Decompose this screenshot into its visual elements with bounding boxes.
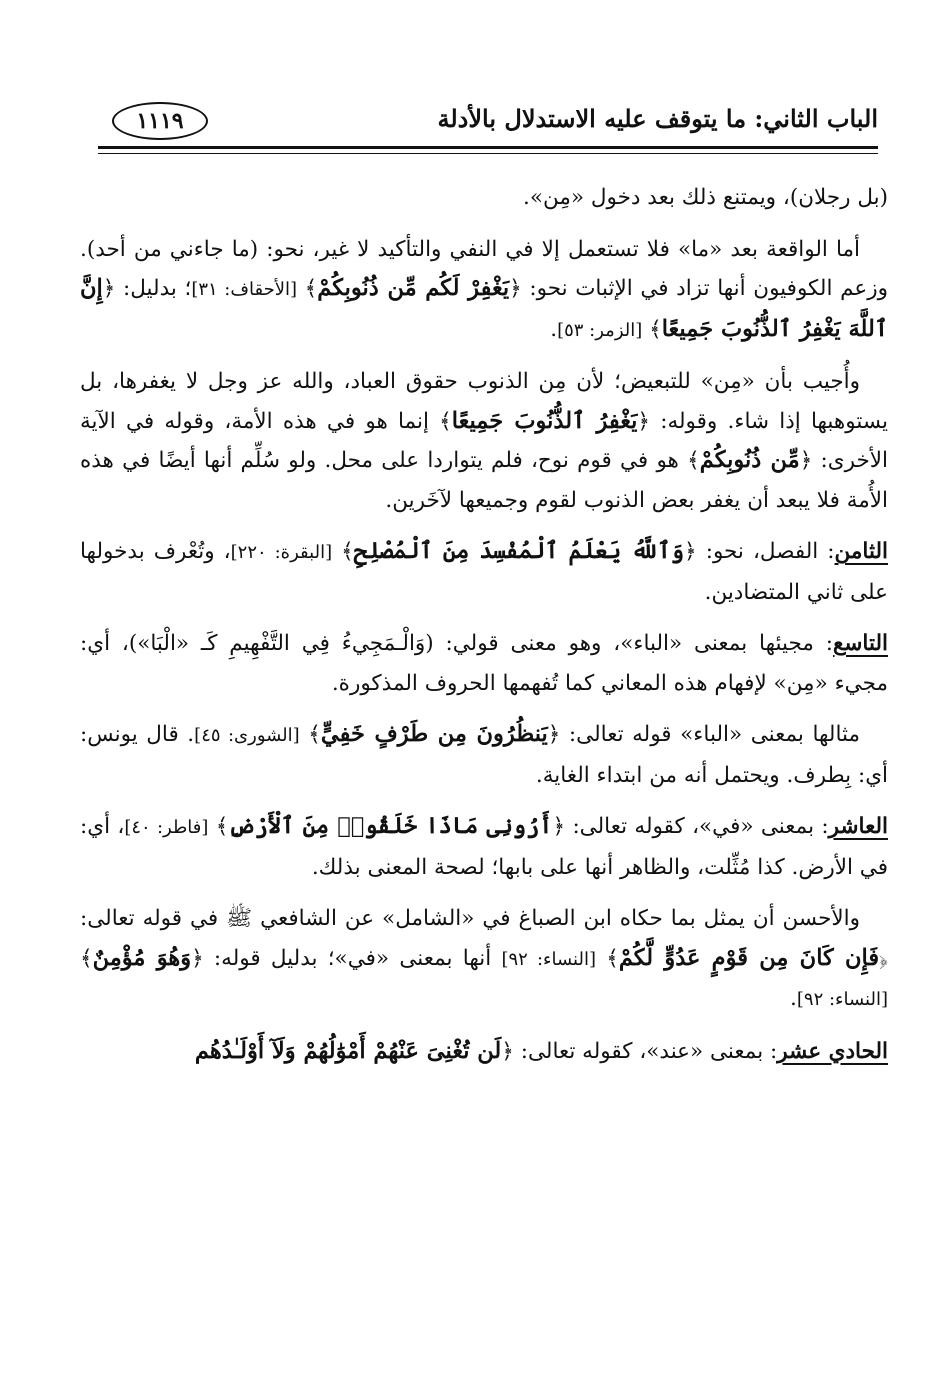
- quran-verse: يَغْفِرُ ٱلذُّنُوبَ جَمِيعًا: [451, 407, 638, 434]
- section-lead: التاسع: [832, 631, 888, 656]
- paragraph: وأُجيب بأن «مِن» للتبعيض؛ لأن مِن الذنوب حقوق العباد، والله عز وجل لا يغفرها، بل يستوهبها إذا شاء. وقوله: ﴿يَغْفِرُ ٱلذُّنُوبَ جَمِيعًا﴾ إنما هو في هذه الأمة، وقوله في الآية الأخرى: ﴿مِّن ذُنُوبِكُمْ﴾ هو في قوم نوح، فلم يتواردا على محل. ولو سُلِّم أنها أيضًا في هذه الأُمة فلا يبعد أن يغفر بعض الذنوب لقوم وجميعها لآخَرين.: [80, 369, 888, 513]
- paragraph: أما الواقعة بعد «ما» فلا تستعمل إلا في النفي والتأكيد لا غير، نحو: (ما جاءني من أحد). وزعم الكوفيون أنها تزاد في الإثبات نحو: ﴿يَغْفِرْ لَكُم مِّن ذُنُوبِكُمْ﴾ [الأحقاف: ٣١]؛ بدليل: ﴿إِنَّ ٱللَّهَ يَغْفِرُ ٱلذُّنُوبَ جَمِيعًا﴾ [الزمر: ٥٣].: [80, 236, 888, 342]
- verse-reference: [الأحقاف: ٣١]: [191, 279, 297, 300]
- quran-verse: إِنَّ ٱللَّهَ يَغْفِرُ ٱلذُّنُوبَ جَمِيعًا: [80, 275, 888, 342]
- paragraph: مثالها بمعنى «الباء» قوله تعالى: ﴿يَنظُرُونَ مِن طَرْفٍ خَفِيٍّ﴾ [الشورى: ٤٥]. قال يونس: أي: بِطرف. ويحتمل أنه من ابتداء الغاية.: [80, 721, 888, 788]
- page-number: ١١١٩: [112, 102, 208, 140]
- chapter-title: الباب الثاني: ما يتوقف عليه الاستدلال بالأدلة: [437, 104, 878, 133]
- quran-verse: مِّن ذُنُوبِكُمْ: [699, 447, 800, 473]
- body-text: [80, 178, 888, 1083]
- verse-reference: [النساء: ٩٢]: [501, 948, 596, 970]
- paragraph: العاشر: بمعنى «في»، كقوله تعالى: ﴿أَرُونِى مَاذَا خَلَقُوا۟ مِنَ ٱلْأَرْضِ﴾ [فاطر: ٤٠]، أي: في الأرض. كذا مُثِّلت، والظاهر أنها على بابها؛ لصحة المعنى بذلك.: [80, 813, 888, 880]
- page-header: [98, 100, 878, 150]
- paragraph: (بل رجلان)، ويمتنع ذلك بعد دخول «مِن».: [523, 185, 888, 210]
- section-lead: الحادي عشر: [777, 1038, 888, 1064]
- quran-verse: لَن تُغْنِىَ عَنْهُمْ أَمْوَٰلُهُمْ وَلَآ أَوْلَـٰدُهُم: [194, 1037, 502, 1064]
- quran-verse: وَهُوَ مُؤْمِنٌ: [92, 944, 192, 971]
- header-rule-thin: [98, 153, 878, 154]
- section-lead: الثامن: [834, 539, 888, 564]
- quran-verse: يَنظُرُونَ مِن طَرْفٍ خَفِيٍّ: [320, 721, 548, 747]
- paragraph: الثامن: الفصل، نحو: ﴿وَٱللَّهُ يَعْلَمُ ٱلْمُفْسِدَ مِنَ ٱلْمُصْلِحِ﴾ [البقرة: ٢٢٠]، وتُعْرف بدخولها على ثاني المتضادين.: [80, 538, 888, 605]
- verse-reference: [البقرة: ٢٢٠]: [230, 542, 333, 563]
- verse-reference: [فاطر: ٤٠]: [124, 817, 209, 838]
- paragraph: والأحسن أن يمثل بما حكاه ابن الصباغ في «الشامل» عن الشافعي ﷺ في قوله تعالى: ﴿فَإِن كَانَ مِن قَوْمٍ عَدُوٍّ لَّكُمْ﴾ [النساء: ٩٢] أنها بمعنى «في»؛ بدليل قوله: ﴿وَهُوَ مُؤْمِنٌ﴾ [النساء: ٩٢].: [80, 906, 888, 1011]
- paragraph: التاسع: مجيئها بمعنى «الباء»، وهو معنى قولي: (وَالْـمَجِيءُ فِي التَّفْهِيمِ كَـ «الْبَا»)، أي: مجيء «مِن» لإفهام هذه المعاني كما تُفهمها الحروف المذكورة.: [80, 631, 888, 696]
- quran-verse: وَٱللَّهُ يَعْلَمُ ٱلْمُفْسِدَ مِنَ ٱلْمُصْلِحِ: [353, 538, 685, 564]
- quran-verse: يَغْفِرْ لَكُم مِّن ذُنُوبِكُمْ: [317, 275, 510, 301]
- verse-reference: [الزمر: ٥٣]: [557, 319, 643, 341]
- paragraph: الحادي عشر: بمعنى «عند»، كقوله تعالى: ﴿لَن تُغْنِىَ عَنْهُمْ أَمْوَٰلُهُمْ وَلَآ أَوْلَـٰدُهُم: [194, 1037, 888, 1064]
- header-rule-thick: [98, 146, 878, 149]
- quran-verse: أَرُونِى مَاذَا خَلَقُوا۟ مِنَ ٱلْأَرْضِ: [228, 813, 553, 839]
- verse-reference: [النساء: ٩٢]: [796, 989, 888, 1010]
- section-lead: العاشر: [828, 814, 888, 839]
- quran-verse: فَإِن كَانَ مِن قَوْمٍ عَدُوٍّ لَّكُمْ: [618, 944, 880, 971]
- verse-reference: [الشورى: ٤٥]: [194, 725, 300, 746]
